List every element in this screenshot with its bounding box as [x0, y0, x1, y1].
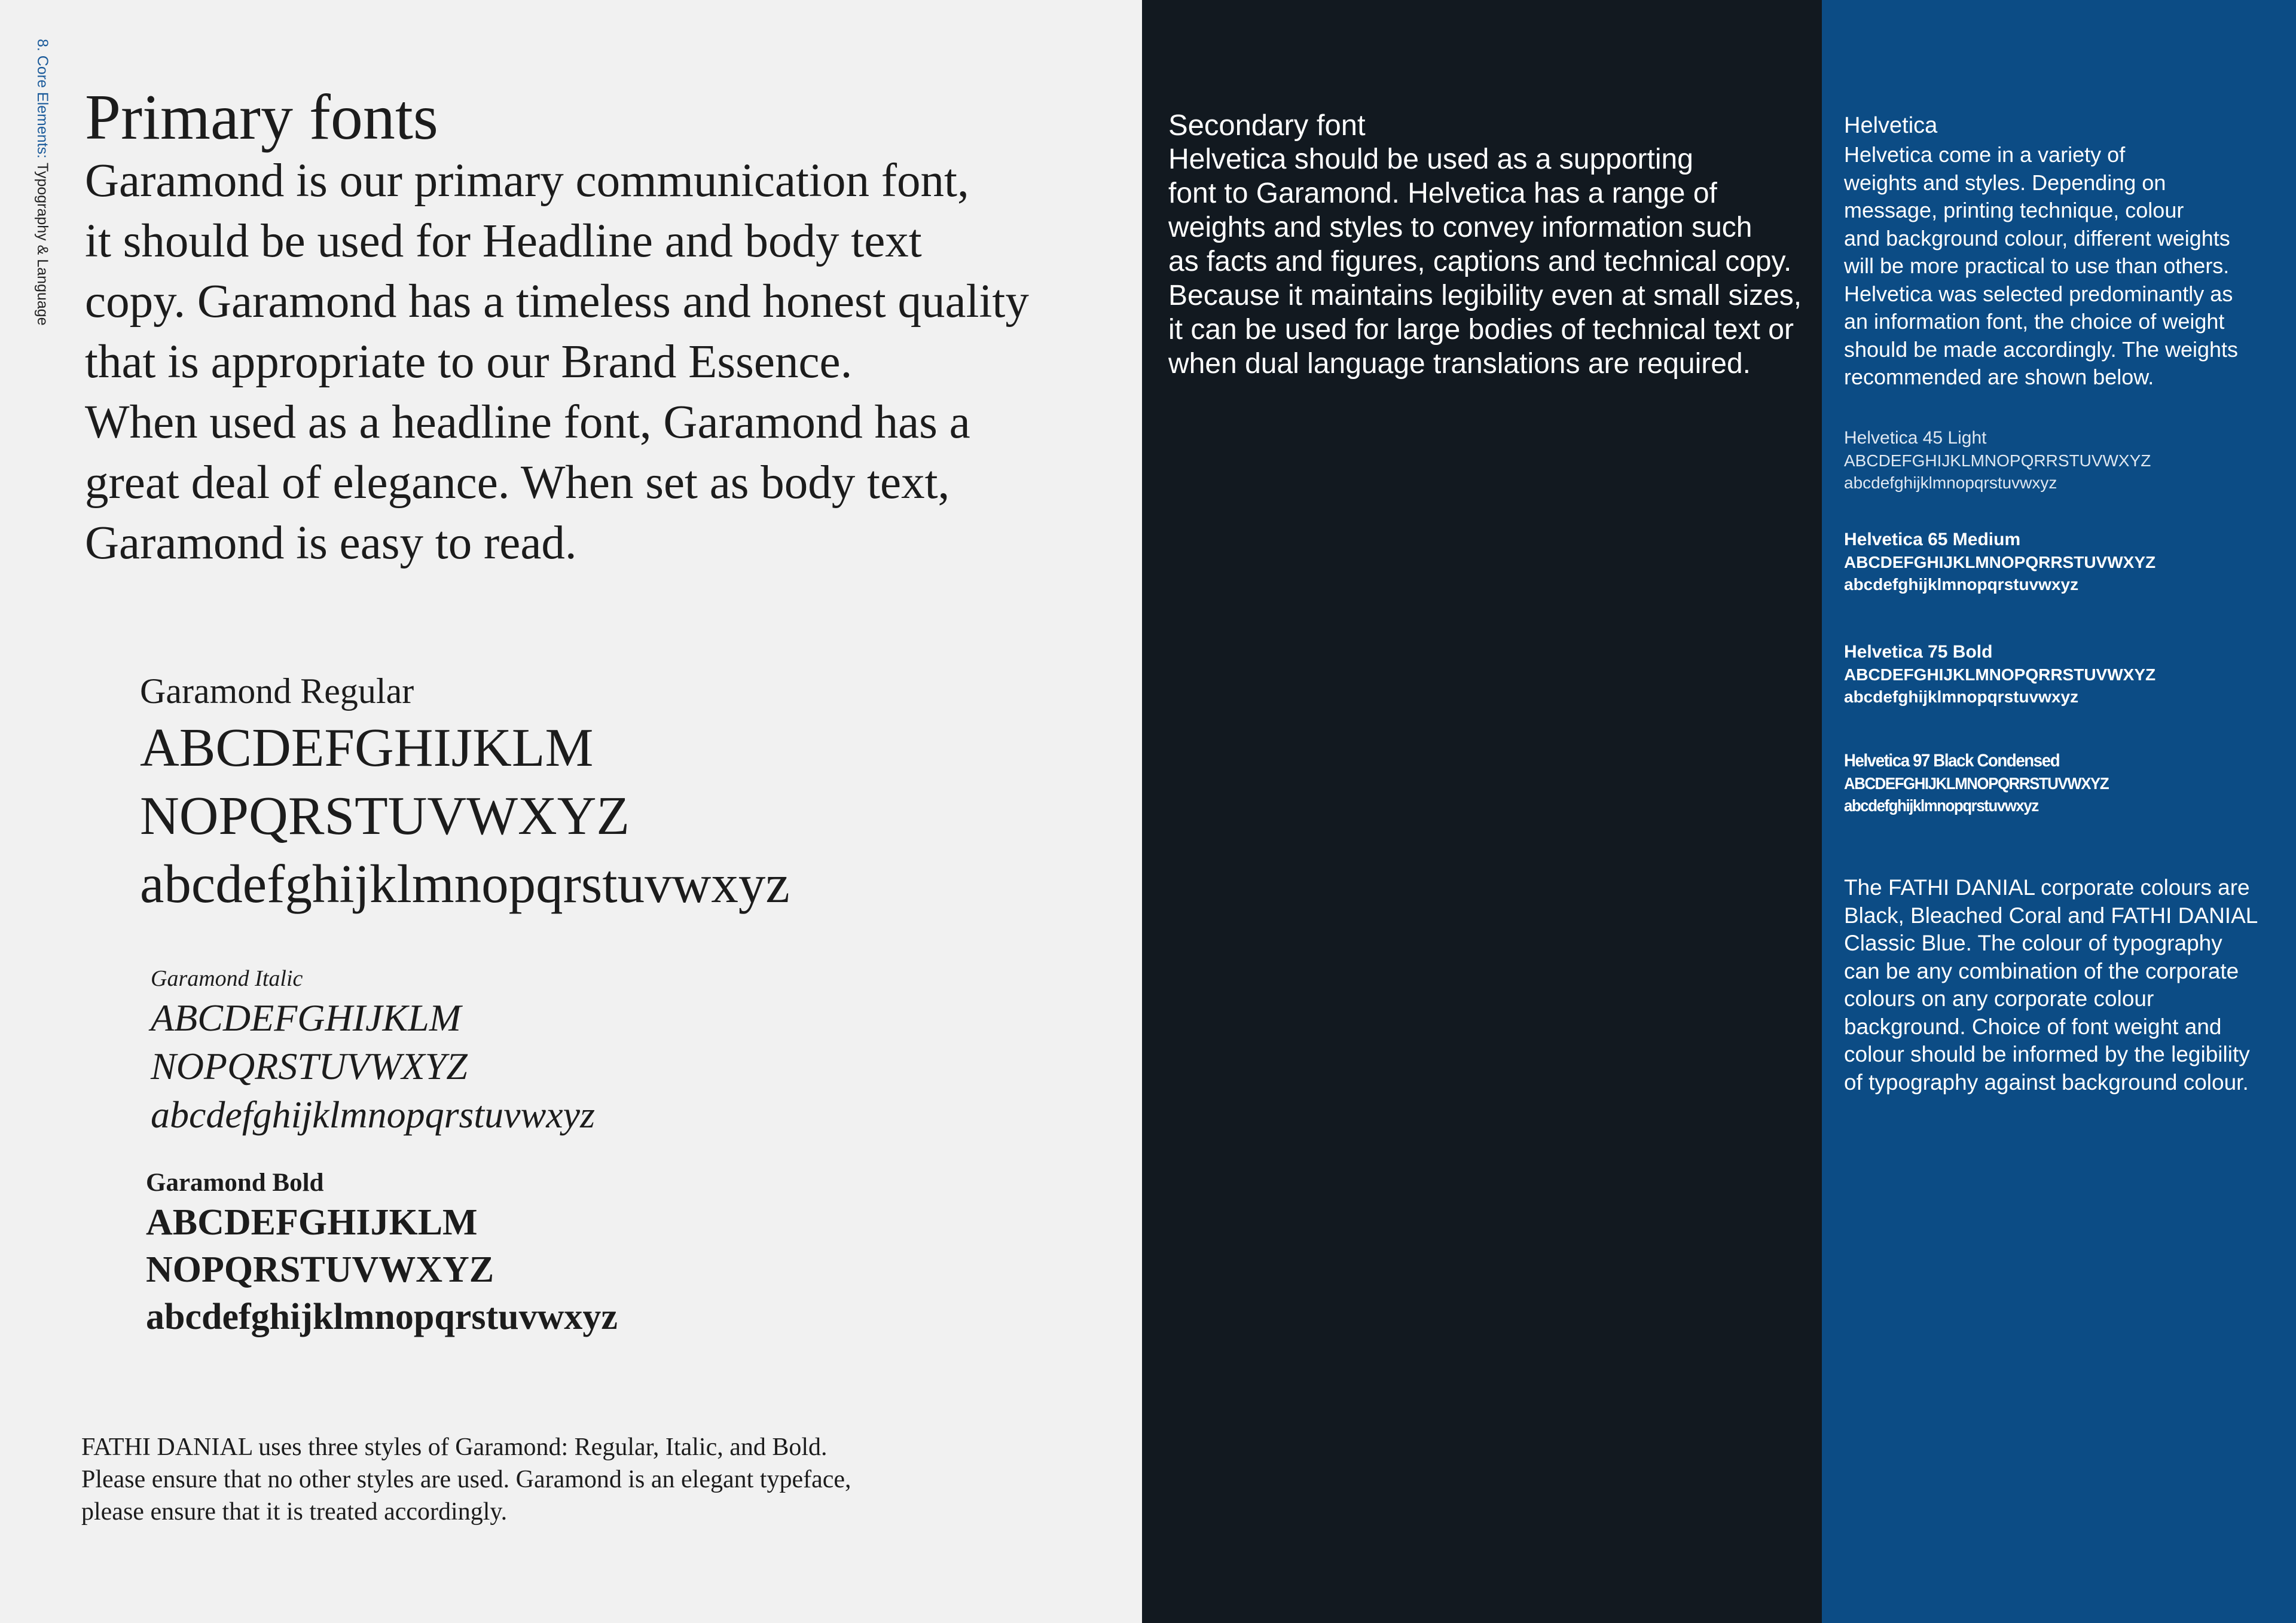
specimen-uppercase-1: ABCDEFGHIJKLM [151, 997, 462, 1039]
weight-uppercase: ABCDEFGHIJKLMNOPQRRSTUVWXYZ [1844, 451, 2151, 470]
primary-fonts-description: Garamond is our primary communication font, it should be used for Headline and body text copy. Garamond has a timeless and honest quality that is appropriate to our Brand Essence. When used as a headline font, Garamond has a great deal of elegance. When set as body text, Garamond is easy to read. [85, 155, 1029, 569]
section-number: 8. Core Elements: [34, 39, 51, 159]
helvetica-black-condensed-specimen [1844, 750, 2108, 817]
helvetica-medium-specimen [1844, 528, 2155, 595]
garamond-regular-specimen [140, 668, 790, 918]
helvetica-bold-specimen [1844, 641, 2155, 708]
section-title: Typography & Language [34, 163, 51, 326]
primary-fonts-title: Primary fonts [85, 82, 438, 153]
weight-uppercase: ABCDEFGHIJKLMNOPQRRSTUVWXYZ [1844, 774, 2109, 793]
specimen-uppercase-2: NOPQRSTUVWXYZ [140, 785, 630, 846]
specimen-uppercase-2: NOPQRSTUVWXYZ [151, 1045, 468, 1087]
weight-lowercase: abcdefghijklmnopqrstuvwxyz [1844, 575, 2079, 594]
garamond-bold-specimen [146, 1167, 618, 1341]
section-label [33, 39, 51, 325]
helvetica-description: Helvetica come in a variety of weights and styles. Depending on message, printing technique, colour and background colour, different weights will be more practical to use than others. Helvetica was selected predominantly as an information font, the choice of weight should be made accordingly. The weights recommended are shown below. [1844, 142, 2239, 389]
garamond-italic-specimen [151, 964, 595, 1139]
specimen-uppercase-1: ABCDEFGHIJKLM [140, 717, 594, 778]
specimen-name: Garamond Italic [151, 966, 303, 991]
specimen-lowercase: abcdefghijklmnopqrstuvwxyz [151, 1093, 595, 1136]
specimen-name: Garamond Regular [140, 671, 414, 711]
specimen-lowercase: abcdefghijklmnopqrstuvwxyz [140, 854, 790, 914]
specimen-lowercase: abcdefghijklmnopqrstuvwxyz [146, 1297, 618, 1337]
corporate-colours-description: The FATHI DANIAL corporate colours are Black, Bleached Coral and FATHI DANIAL Classic Blue. The colour of typography can be any combination of the corporate colours on any corporate colour background. Choice of font weight and colour should be informed by the legibility of typography against background colour. [1844, 875, 2258, 1095]
weight-uppercase: ABCDEFGHIJKLMNOPQRRSTUVWXYZ [1844, 665, 2156, 684]
weight-lowercase: abcdefghijklmnopqrstuvwxyz [1844, 796, 2038, 815]
weight-uppercase: ABCDEFGHIJKLMNOPQRRSTUVWXYZ [1844, 553, 2156, 571]
specimen-uppercase-1: ABCDEFGHIJKLM [146, 1202, 478, 1243]
weight-name: Helvetica 45 Light [1844, 428, 1987, 448]
weight-name: Helvetica 75 Bold [1844, 642, 1993, 662]
secondary-font-title: Secondary font [1168, 109, 1366, 142]
specimen-name: Garamond Bold [146, 1169, 324, 1197]
helvetica-light-specimen [1844, 427, 2151, 494]
weight-name: Helvetica 97 Black Condensed [1844, 751, 2060, 771]
specimen-uppercase-2: NOPQRSTUVWXYZ [146, 1249, 494, 1290]
weight-name: Helvetica 65 Medium [1844, 530, 2021, 549]
secondary-font-description: Helvetica should be used as a supporting font to Garamond. Helvetica has a range of weights and styles to convey information such as facts and figures, captions and technical copy. Because it maintains legibility even at small sizes, it can be used for large bodies of technical text or when dual language translations are required. [1168, 143, 1802, 380]
primary-fonts-panel [0, 0, 1142, 1623]
weight-lowercase: abcdefghijklmnopqrstuvwxyz [1844, 687, 2079, 706]
helvetica-title: Helvetica [1844, 113, 1938, 138]
weight-lowercase: abcdefghijklmnopqrstuvwxyz [1844, 473, 2057, 492]
primary-fonts-footnote: FATHI DANIAL uses three styles of Garamond: Regular, Italic, and Bold. Please ensure that no other styles are used. Garamond is an elegant typeface, please ensure that it is treated accordingly. [81, 1434, 851, 1526]
